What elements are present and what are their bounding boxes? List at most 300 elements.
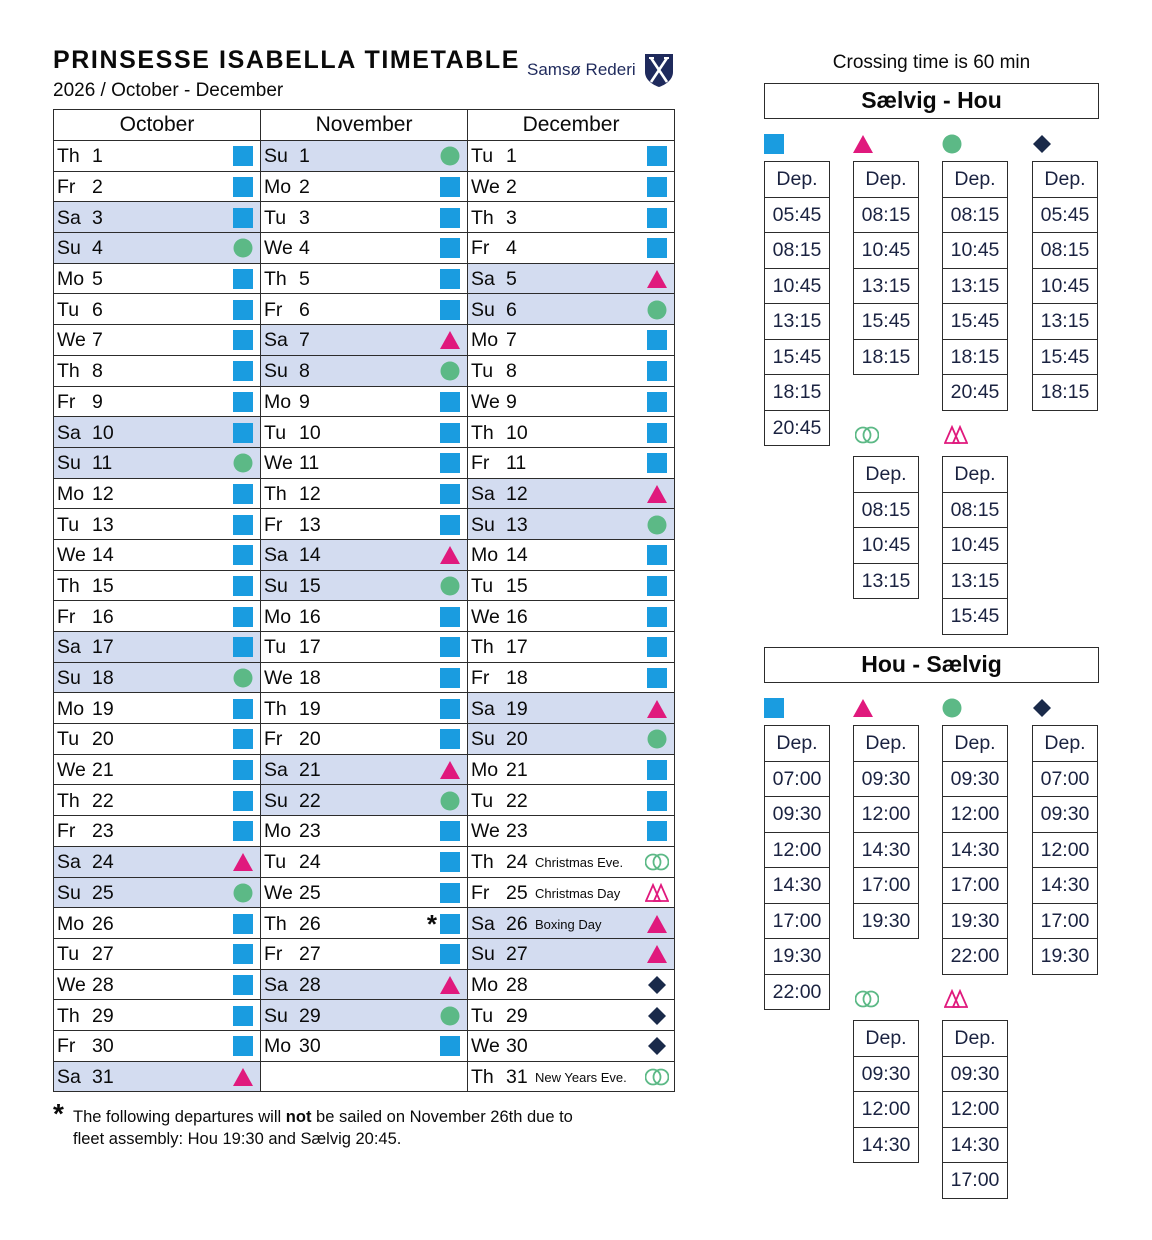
departure-header: Dep.: [943, 726, 1007, 762]
square-symbol-icon: [233, 515, 253, 535]
square-symbol-icon: [233, 146, 253, 166]
weekday-label: Su: [57, 667, 81, 690]
square-symbol-icon: [647, 361, 667, 381]
weekday-label: Tu: [57, 728, 80, 751]
weekday-label: Sa: [264, 759, 288, 782]
departure-time: 12:00: [943, 797, 1007, 833]
weekday-label: Fr: [57, 605, 76, 628]
day-number: 17: [506, 636, 528, 659]
departure-time: 13:15: [1033, 304, 1097, 340]
square-symbol-icon: [233, 699, 253, 719]
square-symbol-icon: [233, 607, 253, 627]
day-cell: [468, 1030, 675, 1061]
day-cell: [54, 325, 261, 356]
triangle-symbol-icon: [440, 545, 460, 565]
departure-table: [942, 1020, 1008, 1199]
departure-time: 19:30: [861, 909, 911, 932]
day-number: 20: [92, 728, 114, 751]
weekday-label: We: [471, 176, 500, 199]
square-symbol-icon: [440, 668, 460, 688]
weekday-label: Th: [57, 360, 80, 383]
departure-time: 17:00: [943, 868, 1007, 904]
square-symbol-icon: [440, 392, 460, 412]
departure-time: 08:15: [1033, 233, 1097, 269]
square-symbol-icon: [233, 423, 253, 443]
day-cell: [261, 601, 468, 632]
double-circle-schedule-icon: [855, 425, 877, 447]
square-symbol-icon: [647, 668, 667, 688]
departure-time: 14:30: [1033, 868, 1097, 904]
weekday-label: Su: [471, 298, 495, 321]
day-number: 13: [92, 513, 114, 536]
weekday-label: Su: [264, 360, 288, 383]
day-number: 15: [506, 574, 528, 597]
square-symbol-icon: [440, 238, 460, 258]
departure-table: [1032, 725, 1098, 975]
square-schedule-icon: [764, 134, 786, 156]
departure-time: 15:45: [765, 340, 829, 376]
day-cell: [261, 417, 468, 448]
square-symbol-icon: [233, 177, 253, 197]
day-number: 5: [299, 268, 310, 291]
day-number: 30: [506, 1035, 528, 1058]
square-symbol-icon: [647, 545, 667, 565]
departure-time: 07:00: [1033, 762, 1097, 798]
day-number: 20: [506, 728, 528, 751]
day-number: 19: [92, 697, 114, 720]
day-number: 25: [92, 881, 114, 904]
day-number: 30: [299, 1035, 321, 1058]
day-cell: [54, 202, 261, 233]
departure-table: [1032, 161, 1098, 411]
departure-table: [853, 1020, 919, 1163]
weekday-label: Fr: [57, 820, 76, 843]
day-cell: [261, 294, 468, 325]
day-cell: [54, 263, 261, 294]
day-cell: [468, 417, 675, 448]
day-number: 24: [299, 851, 321, 874]
day-cell: [54, 601, 261, 632]
route-title: Hou - Sælvig: [764, 647, 1099, 683]
day-cell: [54, 294, 261, 325]
day-cell: [261, 233, 468, 264]
departure-time: 20:45: [772, 416, 822, 439]
day-cell: [468, 447, 675, 478]
departure-time: 14:30: [765, 868, 829, 904]
departure-table: [764, 725, 830, 1010]
diamond-schedule-icon: [1032, 134, 1054, 156]
footnote-line-1: The following departures will not be sailed on November 26th due to: [73, 1108, 573, 1126]
weekday-label: Th: [471, 1065, 494, 1088]
day-cell: [261, 263, 468, 294]
day-cell: [54, 171, 261, 202]
weekday-label: Fr: [471, 452, 490, 475]
samso-rederi-logo-icon: [643, 52, 675, 88]
weekday-label: Tu: [471, 360, 494, 383]
weekday-label: We: [57, 759, 86, 782]
weekday-label: Mo: [57, 912, 85, 935]
day-number: 7: [92, 329, 103, 352]
day-number: 30: [92, 1035, 114, 1058]
departure-time: 17:00: [1033, 904, 1097, 940]
square-symbol-icon: [440, 607, 460, 627]
day-cell: [54, 877, 261, 908]
departure-time: 22:00: [772, 980, 822, 1003]
circle-symbol-icon: [647, 300, 667, 320]
weekday-label: Th: [471, 851, 494, 874]
month-header-november: November: [261, 110, 468, 141]
departure-table: [853, 161, 919, 375]
departure-time: 19:30: [1040, 945, 1090, 967]
departure-time: 13:15: [943, 269, 1007, 305]
square-symbol-icon: [233, 576, 253, 596]
square-symbol-icon: [440, 1036, 460, 1056]
triangle-symbol-icon: [440, 760, 460, 780]
departure-table: [942, 456, 1008, 635]
weekday-label: We: [264, 881, 293, 904]
departure-table: [853, 725, 919, 939]
triangle-symbol-icon: [440, 975, 460, 995]
diamond-symbol-icon: [647, 1036, 667, 1056]
weekday-label: Th: [264, 482, 287, 505]
day-number: 16: [299, 605, 321, 628]
day-cell: [54, 417, 261, 448]
square-symbol-icon: [233, 1036, 253, 1056]
departure-time: 09:30: [854, 1057, 918, 1093]
day-cell: [261, 969, 468, 1000]
day-number: 2: [506, 176, 517, 199]
day-cell: [468, 294, 675, 325]
day-cell: [261, 632, 468, 663]
day-cell: [261, 1061, 468, 1092]
day-number: 13: [299, 513, 321, 536]
day-cell: [54, 632, 261, 663]
day-number: 11: [506, 452, 527, 475]
triangle-symbol-icon: [233, 1067, 253, 1087]
day-cell: [468, 263, 675, 294]
weekday-label: Su: [471, 943, 495, 966]
crossing-time: Crossing time is 60 min: [832, 52, 1031, 73]
weekday-label: Tu: [264, 206, 287, 229]
weekday-label: Sa: [471, 912, 495, 935]
day-cell: [261, 478, 468, 509]
day-number: 24: [506, 851, 528, 874]
day-cell: [261, 171, 468, 202]
day-cell: [261, 570, 468, 601]
departure-time: 08:15: [854, 493, 918, 529]
day-cell: [261, 1030, 468, 1061]
departure-time: 08:15: [943, 198, 1007, 234]
weekday-label: Mo: [471, 329, 499, 352]
weekday-label: Tu: [264, 636, 287, 659]
day-cell: [468, 724, 675, 755]
weekday-label: Sa: [471, 697, 495, 720]
departure-header: Dep.: [1033, 162, 1097, 198]
square-symbol-icon: [440, 484, 460, 504]
day-number: 18: [299, 667, 321, 690]
weekday-label: Sa: [57, 421, 81, 444]
day-cell: [54, 1030, 261, 1061]
square-symbol-icon: [233, 1006, 253, 1026]
weekday-label: Sa: [471, 482, 495, 505]
day-number: 10: [299, 421, 321, 444]
departure-time: 10:45: [854, 233, 918, 269]
day-cell: [54, 539, 261, 570]
square-symbol-icon: [233, 760, 253, 780]
departure-time: 09:30: [854, 762, 918, 798]
day-cell: [468, 938, 675, 969]
square-symbol-icon: [647, 208, 667, 228]
weekday-label: Fr: [264, 513, 283, 536]
triangle-symbol-icon: [647, 699, 667, 719]
holiday-note: Boxing Day: [535, 916, 602, 932]
square-symbol-icon: [647, 392, 667, 412]
departure-time: 17:00: [765, 904, 829, 940]
square-symbol-icon: [440, 821, 460, 841]
day-number: 27: [299, 943, 321, 966]
departure-time: 13:15: [861, 569, 911, 592]
day-cell: [261, 202, 468, 233]
square-symbol-icon: [647, 760, 667, 780]
day-cell: [261, 355, 468, 386]
departure-time: 20:45: [950, 381, 1000, 403]
departure-time: 22:00: [950, 945, 1000, 967]
day-number: 8: [299, 360, 310, 383]
day-number: 26: [299, 912, 321, 935]
weekday-label: Th: [471, 421, 494, 444]
day-cell: [261, 447, 468, 478]
day-number: 21: [299, 759, 321, 782]
departure-table: [942, 161, 1008, 411]
weekday-label: Su: [57, 452, 81, 475]
square-symbol-icon: [233, 975, 253, 995]
double-triangle-schedule-icon: [944, 425, 966, 447]
day-number: 9: [92, 390, 103, 413]
double-circle-symbol-icon: [645, 1067, 669, 1087]
weekday-label: Sa: [264, 544, 288, 567]
triangle-symbol-icon: [440, 330, 460, 350]
weekday-label: Fr: [264, 728, 283, 751]
weekday-label: Th: [57, 789, 80, 812]
departure-time: 10:45: [765, 269, 829, 305]
day-cell: [54, 662, 261, 693]
weekday-label: Th: [57, 574, 80, 597]
circle-schedule-icon: [942, 698, 964, 720]
day-number: 12: [506, 482, 528, 505]
weekday-label: Tu: [471, 574, 494, 597]
square-schedule-icon: [764, 698, 786, 720]
day-number: 8: [92, 360, 103, 383]
day-cell: [261, 386, 468, 417]
square-symbol-icon: [647, 576, 667, 596]
day-cell: [54, 724, 261, 755]
departure-time: 10:45: [1033, 269, 1097, 305]
day-cell: [261, 325, 468, 356]
day-cell: [468, 877, 675, 908]
weekday-label: Su: [264, 145, 288, 168]
day-cell: [54, 355, 261, 386]
departure-time: 12:00: [854, 797, 918, 833]
departure-header: Dep.: [943, 162, 1007, 198]
triangle-symbol-icon: [233, 852, 253, 872]
weekday-label: Fr: [57, 1035, 76, 1058]
day-number: 11: [299, 452, 320, 475]
departure-time: 10:45: [854, 528, 918, 564]
square-symbol-icon: [440, 944, 460, 964]
weekday-label: Fr: [471, 667, 490, 690]
square-symbol-icon: [440, 453, 460, 473]
weekday-label: Fr: [471, 881, 490, 904]
day-number: 6: [299, 298, 310, 321]
departure-time: 14:30: [854, 833, 918, 869]
weekday-label: We: [57, 544, 86, 567]
departure-time: 18:15: [765, 375, 829, 411]
weekday-label: Su: [264, 789, 288, 812]
departure-header: Dep.: [854, 457, 918, 493]
day-cell: [261, 693, 468, 724]
square-symbol-icon: [233, 944, 253, 964]
square-symbol-icon: [233, 791, 253, 811]
weekday-label: Fr: [471, 237, 490, 260]
weekday-label: Mo: [264, 605, 292, 628]
square-symbol-icon: [440, 177, 460, 197]
day-number: 3: [92, 206, 103, 229]
day-number: 20: [299, 728, 321, 751]
day-number: 4: [92, 237, 103, 260]
weekday-label: Sa: [264, 973, 288, 996]
square-symbol-icon: [440, 852, 460, 872]
day-number: 7: [506, 329, 517, 352]
day-number: 16: [92, 605, 114, 628]
day-number: 24: [92, 851, 114, 874]
day-number: 21: [506, 759, 528, 782]
departure-time: 15:45: [943, 304, 1007, 340]
day-cell: [54, 233, 261, 264]
day-cell: [468, 570, 675, 601]
circle-symbol-icon: [440, 361, 460, 381]
departure-header: Dep.: [854, 726, 918, 762]
holiday-note: Christmas Eve.: [535, 855, 624, 871]
departure-time: 19:30: [943, 904, 1007, 940]
square-symbol-icon: [233, 484, 253, 504]
weekday-label: Tu: [264, 851, 287, 874]
day-number: 29: [92, 1004, 114, 1027]
day-number: 25: [299, 881, 321, 904]
day-cell: [54, 386, 261, 417]
triangle-symbol-icon: [647, 914, 667, 934]
day-cell: [54, 846, 261, 877]
day-cell: [54, 478, 261, 509]
day-number: 11: [92, 452, 113, 475]
weekday-label: Tu: [264, 421, 287, 444]
day-number: 29: [299, 1004, 321, 1027]
departure-time: 12:00: [1033, 833, 1097, 869]
day-number: 1: [299, 145, 310, 168]
brand-name: Samsø Rederi: [527, 60, 636, 79]
day-cell: [261, 938, 468, 969]
day-cell: [54, 908, 261, 939]
circle-schedule-icon: [942, 134, 964, 156]
day-number: 6: [506, 298, 517, 321]
day-number: 9: [506, 390, 517, 413]
square-symbol-icon: [440, 208, 460, 228]
square-symbol-icon: [647, 177, 667, 197]
day-number: 21: [92, 759, 114, 782]
day-number: 5: [506, 268, 517, 291]
day-number: 31: [92, 1065, 114, 1088]
double-triangle-schedule-icon: [944, 989, 966, 1011]
day-number: 22: [299, 789, 321, 812]
day-cell: [54, 570, 261, 601]
double-circle-symbol-icon: [645, 852, 669, 872]
day-cell: [468, 539, 675, 570]
month-header-october: October: [54, 110, 261, 141]
square-symbol-icon: [233, 330, 253, 350]
asterisk-icon: *: [53, 1098, 64, 1129]
day-cell: [261, 724, 468, 755]
holiday-note: Christmas Day: [535, 885, 621, 901]
day-cell: [468, 355, 675, 386]
day-cell: [261, 846, 468, 877]
holiday-note: New Years Eve.: [535, 1069, 627, 1085]
square-symbol-icon: [233, 637, 253, 657]
square-symbol-icon: [233, 729, 253, 749]
departure-time: 17:00: [950, 1169, 1000, 1191]
square-symbol-icon: [440, 515, 460, 535]
day-number: 4: [506, 237, 517, 260]
departure-table: [764, 161, 830, 446]
day-number: 14: [299, 544, 321, 567]
departure-time: 12:00: [854, 1092, 918, 1128]
departure-time: 10:45: [943, 233, 1007, 269]
day-cell: [468, 816, 675, 847]
departure-time: 12:00: [765, 833, 829, 869]
departure-time: 13:15: [943, 564, 1007, 600]
day-number: 12: [92, 482, 114, 505]
departure-table: [853, 456, 919, 599]
square-symbol-icon: [233, 208, 253, 228]
departure-time: 07:00: [765, 762, 829, 798]
day-number: 13: [506, 513, 528, 536]
day-number: 19: [506, 697, 528, 720]
day-number: 28: [299, 973, 321, 996]
weekday-label: Sa: [57, 1065, 81, 1088]
square-symbol-icon: [647, 146, 667, 166]
calendar-table: [53, 109, 675, 1092]
day-cell: [468, 785, 675, 816]
weekday-label: We: [471, 605, 500, 628]
square-symbol-icon: [233, 914, 253, 934]
page-subtitle: 2026 / October - December: [53, 80, 284, 101]
weekday-label: Su: [57, 237, 81, 260]
weekday-label: We: [471, 1035, 500, 1058]
day-cell: [54, 447, 261, 478]
square-symbol-icon: [440, 300, 460, 320]
weekday-label: Mo: [57, 268, 85, 291]
weekday-label: Su: [264, 574, 288, 597]
day-number: 18: [506, 667, 528, 690]
triangle-symbol-icon: [647, 484, 667, 504]
departure-time: 05:45: [1033, 198, 1097, 234]
weekday-label: Sa: [57, 851, 81, 874]
day-number: 3: [299, 206, 310, 229]
day-cell: [261, 816, 468, 847]
square-symbol-icon: [233, 269, 253, 289]
day-number: 1: [92, 145, 103, 168]
departure-header: Dep.: [765, 726, 829, 762]
weekday-label: Mo: [264, 176, 292, 199]
day-number: 19: [299, 697, 321, 720]
